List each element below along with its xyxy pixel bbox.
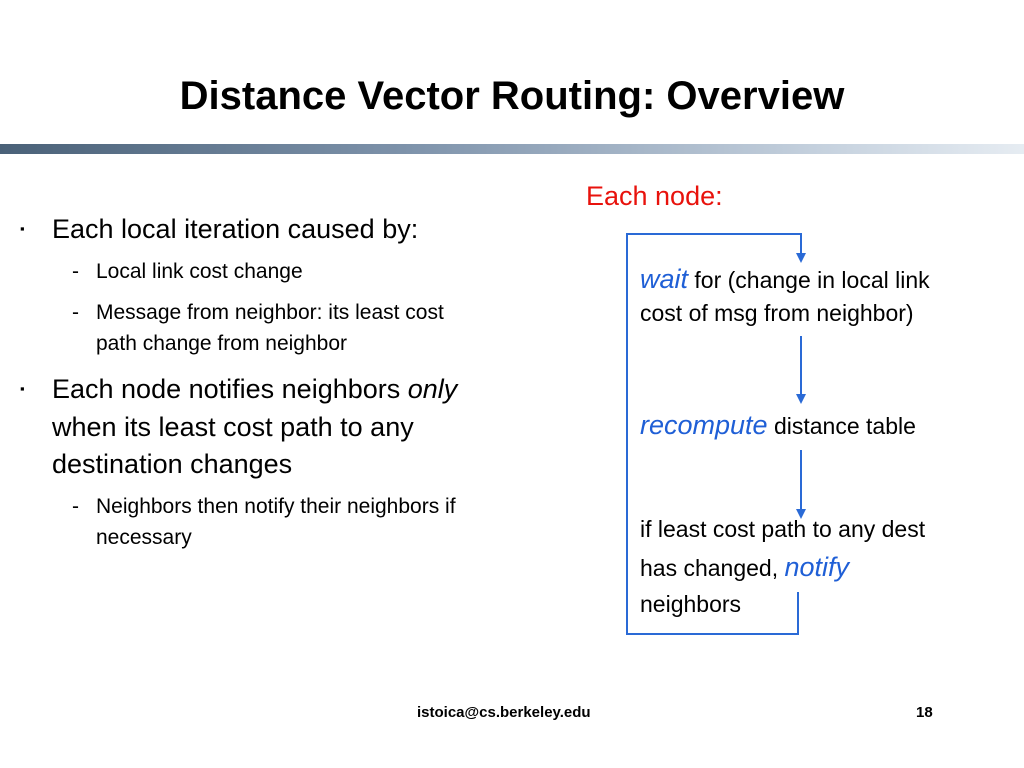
step-recompute-verb: recompute bbox=[640, 410, 768, 440]
step-wait-rest: for (change in local link bbox=[688, 267, 930, 293]
sub-bullet-1-1: Local link cost change bbox=[96, 260, 303, 283]
sub-bullet-2-1-line1: Neighbors then notify their neighbors if bbox=[96, 495, 456, 518]
footer-email: istoica@cs.berkeley.edu bbox=[417, 704, 591, 721]
square-bullet-icon: ▪ bbox=[20, 381, 25, 396]
bullet-2-line2: when its least cost path to any bbox=[52, 412, 414, 442]
slide-title: Distance Vector Routing: Overview bbox=[179, 74, 845, 118]
bullet-2-emphasis: only bbox=[407, 374, 458, 404]
step-notify-line2 bbox=[640, 550, 849, 585]
step-notify-verb: notify bbox=[784, 552, 850, 582]
step-notify-line3: neighbors bbox=[640, 591, 742, 617]
sub-bullet-2-1-line2: necessary bbox=[96, 526, 192, 549]
sub-bullet-1-2-line1: Message from neighbor: its least cost bbox=[96, 301, 444, 324]
flow-heading: Each node: bbox=[586, 181, 723, 211]
step-notify-line1: if least cost path to any dest bbox=[640, 516, 926, 542]
step-notify-text: has changed, bbox=[640, 555, 785, 581]
dash-bullet-icon: - bbox=[72, 260, 79, 283]
bullet-1-text: Each local iteration caused by: bbox=[52, 214, 419, 244]
step-recompute-rest: distance table bbox=[767, 413, 916, 439]
dash-bullet-icon: - bbox=[72, 301, 79, 324]
step-wait-verb: wait bbox=[640, 264, 689, 294]
sub-bullet-1-2-line2: path change from neighbor bbox=[96, 332, 348, 355]
dash-bullet-icon: - bbox=[72, 495, 79, 518]
bullet-2-line3: destination changes bbox=[52, 449, 293, 479]
step-wait-line1 bbox=[640, 262, 930, 297]
square-bullet-icon: ▪ bbox=[20, 221, 25, 236]
page-number: 18 bbox=[916, 704, 933, 721]
step-recompute bbox=[640, 408, 916, 443]
step-wait-line2: cost of msg from neighbor) bbox=[640, 300, 914, 326]
bullet-2-text: Each node notifies neighbors bbox=[52, 374, 408, 404]
